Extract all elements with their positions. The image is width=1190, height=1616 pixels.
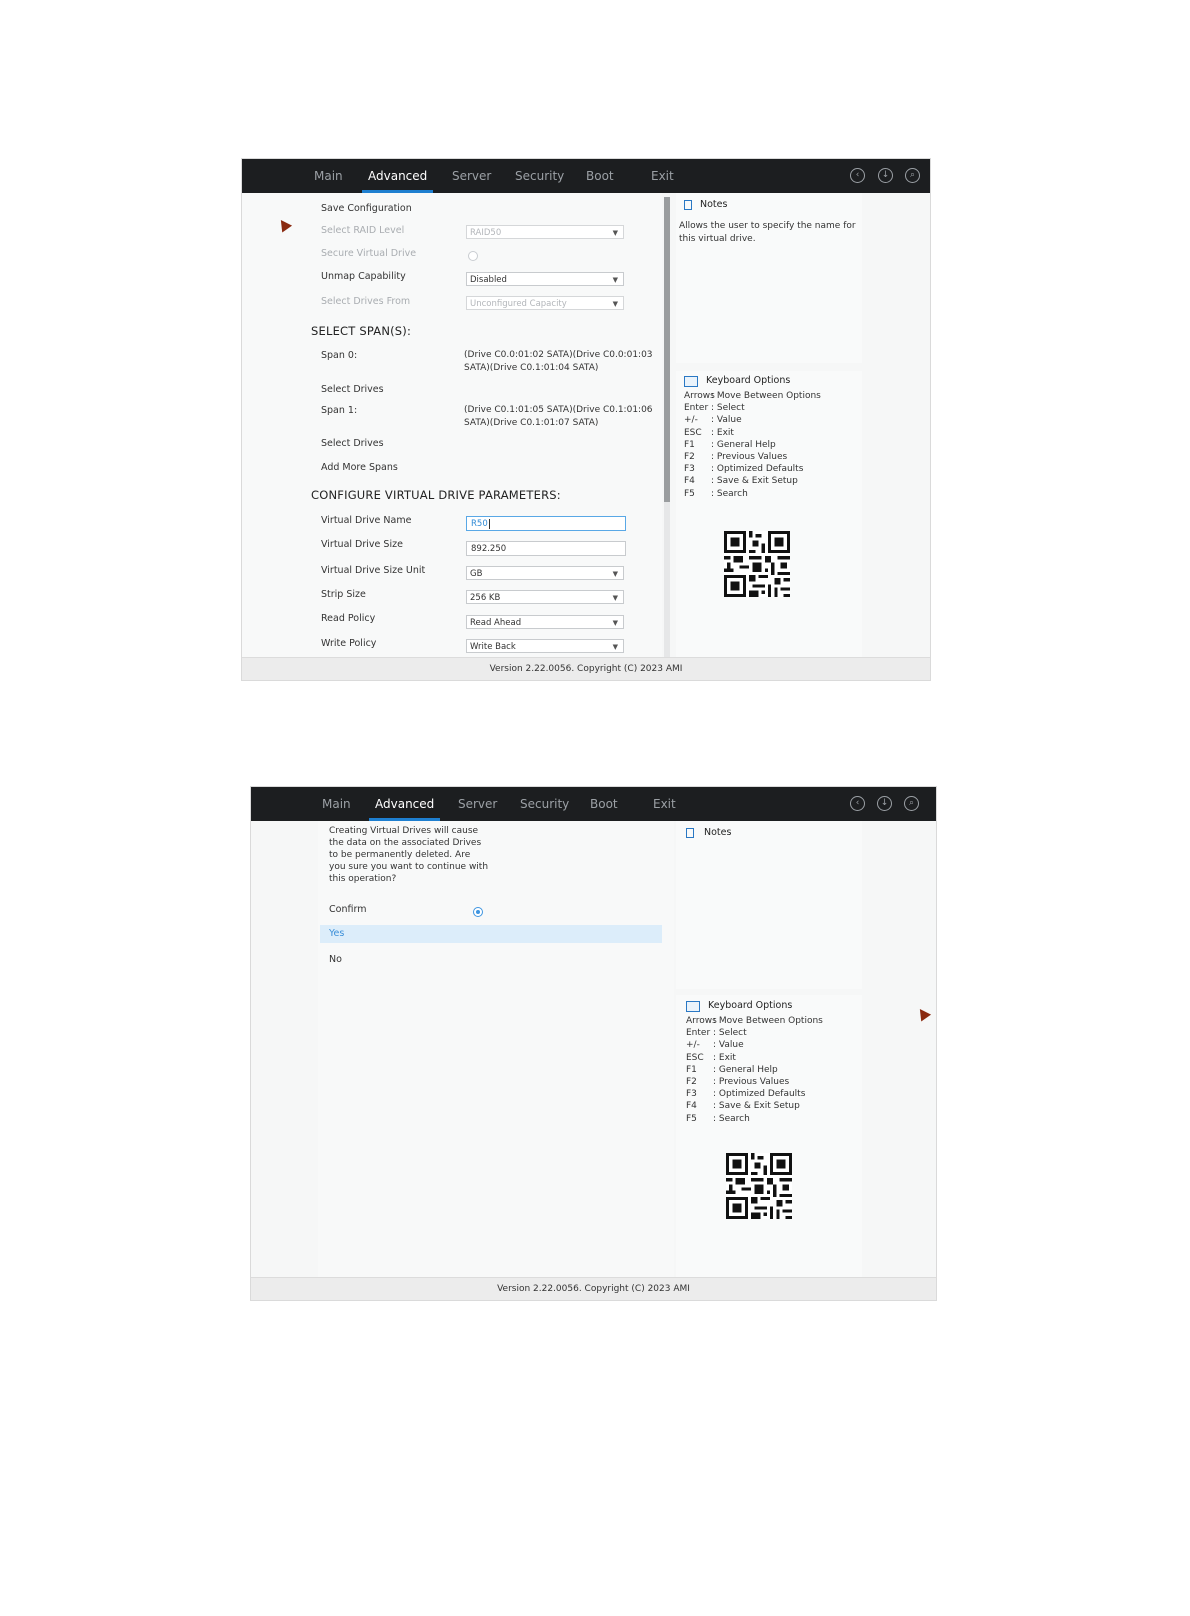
keyboard-key: +/- <box>686 1040 700 1051</box>
keyboard-key-description: : Exit <box>711 427 734 438</box>
keyboard-option-row <box>684 391 821 401</box>
keyboard-key: F3 <box>684 464 695 475</box>
keyboard-key-description: : Save & Exit Setup <box>713 1101 800 1112</box>
keyboard-panel <box>676 371 862 661</box>
notes-title: Notes <box>704 827 732 838</box>
keyboard-key: F1 <box>686 1064 697 1075</box>
keyboard-option-row <box>686 1053 736 1063</box>
keyboard-key: F5 <box>686 1113 697 1124</box>
search-icon[interactable]: ⌕ <box>904 796 919 811</box>
back-icon[interactable]: ‹ <box>850 168 865 183</box>
confirm-checkbox[interactable] <box>473 907 483 917</box>
main-content <box>242 193 662 658</box>
bios-screen-1 <box>241 158 931 681</box>
keyboard-option-row <box>684 452 787 462</box>
notes-text: Allows the user to specify the name for this virtual drive. <box>679 221 856 244</box>
back-icon[interactable]: ‹ <box>850 796 865 811</box>
notes-panel <box>676 193 862 363</box>
tab-exit[interactable]: Exit <box>653 797 676 811</box>
tab-server[interactable]: Server <box>458 797 498 811</box>
chevron-down-icon: ▼ <box>612 643 618 651</box>
keyboard-key-description: : General Help <box>711 439 776 450</box>
keyboard-option-row <box>684 476 798 486</box>
write-policy-label: Write Policy <box>321 638 377 649</box>
scrollbar[interactable] <box>664 197 670 657</box>
select-raid-level-dropdown <box>466 225 624 239</box>
keyboard-key: Enter <box>684 403 709 414</box>
keyboard-key-description: : Save & Exit Setup <box>711 476 798 487</box>
keyboard-key-description: : Search <box>711 488 748 499</box>
select-spans-title: SELECT SPAN(S): <box>311 324 412 338</box>
notes-panel <box>676 821 862 989</box>
tab-main[interactable]: Main <box>314 169 343 183</box>
keyboard-key: F2 <box>686 1077 697 1087</box>
vd-size-label: Virtual Drive Size <box>321 539 403 550</box>
keyboard-icon <box>684 376 698 387</box>
vd-name-input[interactable] <box>466 516 626 531</box>
keyboard-option-row <box>686 1065 778 1075</box>
download-icon[interactable]: ↓ <box>877 796 892 811</box>
confirm-label: Confirm <box>329 904 367 915</box>
keyboard-title: Keyboard Options <box>706 375 791 386</box>
keyboard-key: F1 <box>684 439 695 450</box>
keyboard-key-description: : Move Between Options <box>713 1016 823 1026</box>
search-icon[interactable]: ⌕ <box>905 168 920 183</box>
vd-size-unit-dropdown[interactable] <box>466 566 624 580</box>
main-content <box>318 821 674 1278</box>
no-option[interactable]: No <box>329 954 342 965</box>
mouse-cursor-icon <box>276 217 292 233</box>
chevron-down-icon: ▼ <box>612 570 618 578</box>
keyboard-key: F4 <box>686 1101 697 1112</box>
select-raid-level-value: RAID50 <box>470 228 502 238</box>
keyboard-key: ESC <box>684 427 702 438</box>
warning-text: Creating Virtual Drives will cause the data on the associated Drives to be permanently deleted. Are you sure you want to continue with this operation? <box>329 826 489 884</box>
keyboard-option-row <box>686 1114 750 1124</box>
keyboard-option-row <box>684 415 742 425</box>
tab-main[interactable]: Main <box>322 797 351 811</box>
select-drives-link[interactable]: Select Drives <box>321 438 384 449</box>
keyboard-key-description: : Select <box>711 403 745 414</box>
add-more-spans-link[interactable]: Add More Spans <box>321 462 398 473</box>
keyboard-key-description: : Search <box>713 1113 750 1124</box>
keyboard-key-description: : Exit <box>713 1052 736 1063</box>
keyboard-title: Keyboard Options <box>708 1000 793 1011</box>
keyboard-option-row <box>684 489 748 499</box>
keyboard-key-description: : Value <box>711 415 742 426</box>
keyboard-key: Arrows <box>684 391 715 401</box>
span0-value: (Drive C0.0:01:02 SATA)(Drive C0.0:01:03 SATA)(Drive C0.1:01:04 SATA) <box>464 350 653 373</box>
span1-value: (Drive C0.1:01:05 SATA)(Drive C0.1:01:06 SATA)(Drive C0.1:01:07 SATA) <box>464 405 653 428</box>
keyboard-panel <box>676 995 862 1280</box>
top-menu-bar <box>251 787 936 821</box>
secure-virtual-drive-label: Secure Virtual Drive <box>321 248 417 259</box>
keyboard-key: Enter <box>686 1028 711 1039</box>
bios-screen-2 <box>250 786 937 1301</box>
select-drives-from-value: Unconfigured Capacity <box>470 299 567 309</box>
tab-server[interactable]: Server <box>452 169 492 183</box>
notes-icon <box>686 828 694 838</box>
keyboard-key-description: : Optimized Defaults <box>711 464 804 475</box>
select-raid-level-label: Select RAID Level <box>321 225 405 236</box>
chevron-down-icon: ▼ <box>612 229 618 237</box>
keyboard-key: ESC <box>686 1052 704 1063</box>
tab-boot[interactable]: Boot <box>590 797 618 811</box>
qr-code <box>726 1153 792 1219</box>
configure-params-title: CONFIGURE VIRTUAL DRIVE PARAMETERS: <box>311 488 561 502</box>
tab-security[interactable]: Security <box>515 169 565 183</box>
keyboard-key-description: : Previous Values <box>713 1077 790 1087</box>
vd-size-input[interactable]: 892.250 <box>466 541 626 556</box>
keyboard-option-row <box>686 1077 789 1087</box>
footer-version: Version 2.22.0056. Copyright (C) 2023 AMI <box>242 657 930 680</box>
help-sidebar <box>674 821 937 1278</box>
keyboard-option-row <box>686 1016 823 1026</box>
vd-size-unit-value: GB <box>470 569 483 579</box>
span0-label: Span 0: <box>321 350 358 361</box>
keyboard-key: F4 <box>684 476 695 487</box>
unmap-capability-label: Unmap Capability <box>321 271 406 282</box>
select-drives-from-dropdown <box>466 296 624 310</box>
keyboard-key: F2 <box>684 452 695 462</box>
keyboard-key: +/- <box>684 415 698 426</box>
read-policy-dropdown[interactable] <box>466 615 624 629</box>
top-menu-bar <box>242 159 930 193</box>
write-policy-dropdown[interactable] <box>466 639 624 653</box>
keyboard-icon <box>686 1001 700 1012</box>
tab-security[interactable]: Security <box>520 797 570 811</box>
vd-size-unit-label: Virtual Drive Size Unit <box>321 565 426 576</box>
vd-name-label: Virtual Drive Name <box>321 515 412 526</box>
strip-size-value: 256 KB <box>470 593 501 603</box>
unmap-capability-value: Disabled <box>470 275 507 285</box>
keyboard-option-row <box>686 1089 805 1099</box>
keyboard-option-row <box>686 1028 747 1038</box>
vd-name-value: R50 <box>471 519 488 529</box>
keyboard-key-description: : Select <box>713 1028 747 1039</box>
yes-label: Yes <box>329 928 345 939</box>
select-drives-from-label: Select Drives From <box>321 296 411 307</box>
strip-size-dropdown[interactable] <box>466 590 624 604</box>
select-drives-link[interactable]: Select Drives <box>321 384 384 395</box>
span1-label: Span 1: <box>321 405 358 416</box>
chevron-down-icon: ▼ <box>612 276 618 284</box>
keyboard-option-row <box>684 428 734 438</box>
keyboard-option-row <box>684 403 745 413</box>
help-sidebar <box>674 193 931 658</box>
tab-advanced[interactable]: Advanced <box>368 159 427 193</box>
yes-option[interactable] <box>320 925 662 943</box>
notes-title: Notes <box>700 199 728 210</box>
strip-size-label: Strip Size <box>321 589 366 600</box>
text-caret <box>489 519 490 529</box>
mouse-cursor-icon <box>915 1006 931 1022</box>
keyboard-key: F5 <box>684 488 695 499</box>
notes-icon <box>684 200 692 210</box>
keyboard-key: Arrows <box>686 1016 717 1026</box>
qr-code-image <box>724 531 790 597</box>
keyboard-key-description: : Value <box>713 1040 744 1051</box>
keyboard-option-row <box>686 1101 800 1111</box>
keyboard-key-description: : Previous Values <box>711 452 788 462</box>
secure-virtual-drive-checkbox <box>468 251 478 261</box>
chevron-down-icon: ▼ <box>612 300 618 308</box>
download-icon[interactable]: ↓ <box>878 168 893 183</box>
write-policy-value: Write Back <box>470 642 516 652</box>
qr-code-image <box>726 1153 792 1219</box>
footer-version: Version 2.22.0056. Copyright (C) 2023 AMI <box>251 1277 936 1300</box>
chevron-down-icon: ▼ <box>612 594 618 602</box>
keyboard-key-description: : Move Between Options <box>711 391 821 401</box>
unmap-capability-dropdown[interactable] <box>466 272 624 286</box>
keyboard-option-row <box>686 1040 744 1050</box>
keyboard-key-description: : Optimized Defaults <box>713 1089 806 1100</box>
keyboard-key: F3 <box>686 1089 697 1100</box>
keyboard-option-row <box>684 464 803 474</box>
tab-exit[interactable]: Exit <box>651 169 674 183</box>
read-policy-value: Read Ahead <box>470 618 522 628</box>
chevron-down-icon: ▼ <box>612 619 618 627</box>
read-policy-label: Read Policy <box>321 613 376 624</box>
qr-code <box>724 531 790 597</box>
keyboard-key-description: : General Help <box>713 1064 778 1075</box>
keyboard-option-row <box>684 440 776 450</box>
tab-advanced[interactable]: Advanced <box>375 787 434 821</box>
scrollbar-thumb[interactable] <box>664 197 670 502</box>
save-configuration[interactable]: Save Configuration <box>321 203 412 214</box>
tab-boot[interactable]: Boot <box>586 169 614 183</box>
